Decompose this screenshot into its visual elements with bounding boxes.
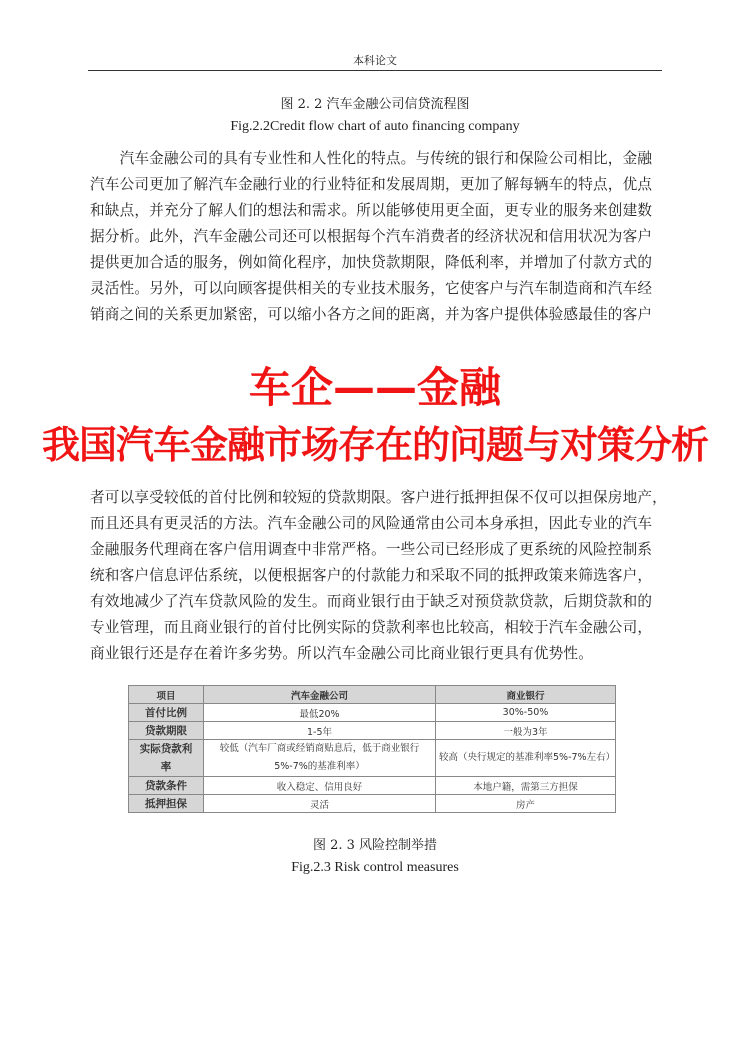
text-line: 汽车公司更加了解汽车金融行业的行业特征和发展周期，更加了解每辆车的特点，优点 [90, 176, 653, 193]
paragraph-2 [90, 485, 667, 667]
table-caption-en: Fig.2.3 Risk control measures [291, 860, 459, 875]
text-line: 者可以享受较低的首付比例和较短的贷款期限。客户进行抵押担保不仅可以担保房地产， [90, 489, 667, 506]
row-label: 贷款条件 [129, 777, 204, 795]
table-cell: 一般为3年 [436, 722, 616, 740]
header-cell: 汽车金融公司 [204, 686, 436, 704]
table-row [129, 777, 616, 795]
table-cell: 最低20% [204, 704, 436, 722]
text-line: 和缺点，并充分了解人们的想法和需求。所以能够使用更全面，更专业的服务来创建数 [90, 202, 653, 219]
table-cell: 较低（汽车厂商或经销商贴息后，低于商业银行5%-7%的基准利率） [204, 740, 436, 777]
table-row [129, 795, 616, 813]
row-label: 贷款期限 [129, 722, 204, 740]
banner-title: 车企——金融 [248, 363, 501, 412]
table-cell: 1-5年 [204, 722, 436, 740]
row-label: 实际贷款利率 [129, 740, 204, 777]
text-line: 据分析。此外，汽车金融公司还可以根据每个汽车消费者的经济状况和信用状况为客户 [90, 228, 653, 245]
figure-caption-en: Fig.2.2Credit flow chart of auto financing company [230, 119, 520, 134]
text-line: 提供更加合适的服务，例如简化程序，加快贷款期限，降低利率，并增加了付款方式的 [90, 254, 653, 271]
table-cell: 灵活 [204, 795, 436, 813]
table-caption-cn: 图 2. 3 风险控制举措 [312, 838, 438, 853]
text-line: 汽车金融公司的具有专业性和人性化的特点。与传统的银行和保险公司相比，金融 [90, 150, 653, 167]
header-rule [88, 70, 662, 71]
row-label: 首付比例 [129, 704, 204, 722]
table-cell: 30%-50% [436, 704, 616, 722]
paragraph-1 [90, 146, 662, 328]
table-header-row [129, 686, 616, 704]
table-cell: 较高（央行规定的基准利率5%-7%左右） [436, 740, 616, 777]
figure-caption-cn: 图 2. 2 汽车金融公司信贷流程图 [280, 97, 470, 112]
text-line: 金融服务代理商在客户信用调查中非常严格。一些公司已经形成了更系统的风险控制系 [90, 541, 653, 558]
banner-subtitle: 我国汽车金融市场存在的问题与对策分析 [41, 423, 708, 467]
table-cell: 收入稳定、信用良好 [204, 777, 436, 795]
table-row [129, 722, 616, 740]
table-cell: 本地户籍，需第三方担保 [436, 777, 616, 795]
text-line: 而且还具有更灵活的方法。汽车金融公司的风险通常由公司本身承担，因此专业的汽车 [90, 515, 653, 532]
row-label: 抵押担保 [129, 795, 204, 813]
text-line: 专业管理，而且商业银行的首付比例实际的贷款利率也比较高，相较于汽车金融公司， [90, 619, 653, 636]
header-cell: 商业银行 [436, 686, 616, 704]
text-line: 销商之间的关系更加紧密，可以缩小各方之间的距离，并为客户提供体验感最佳的客户 [90, 306, 653, 323]
text-line: 统和客户信息评估系统，以便根据客户的付款能力和采取不同的抵押政策来筛选客户， [90, 567, 653, 584]
comparison-table [128, 685, 616, 813]
text-line: 商业银行还是存在着许多劣势。所以汽车金融公司比商业银行更具有优势性。 [90, 645, 593, 662]
table-row [129, 704, 616, 722]
text-line: 灵活性。另外，可以向顾客提供相关的专业技术服务，它使客户与汽车制造商和汽车经 [90, 280, 653, 297]
text-line: 有效地减少了汽车贷款风险的发生。而商业银行由于缺乏对预贷款贷款，后期贷款和的 [90, 593, 653, 610]
table-row [129, 740, 616, 777]
table-cell: 房产 [436, 795, 616, 813]
header-cell: 项目 [129, 686, 204, 704]
page-header: 本科论文 [353, 54, 397, 67]
